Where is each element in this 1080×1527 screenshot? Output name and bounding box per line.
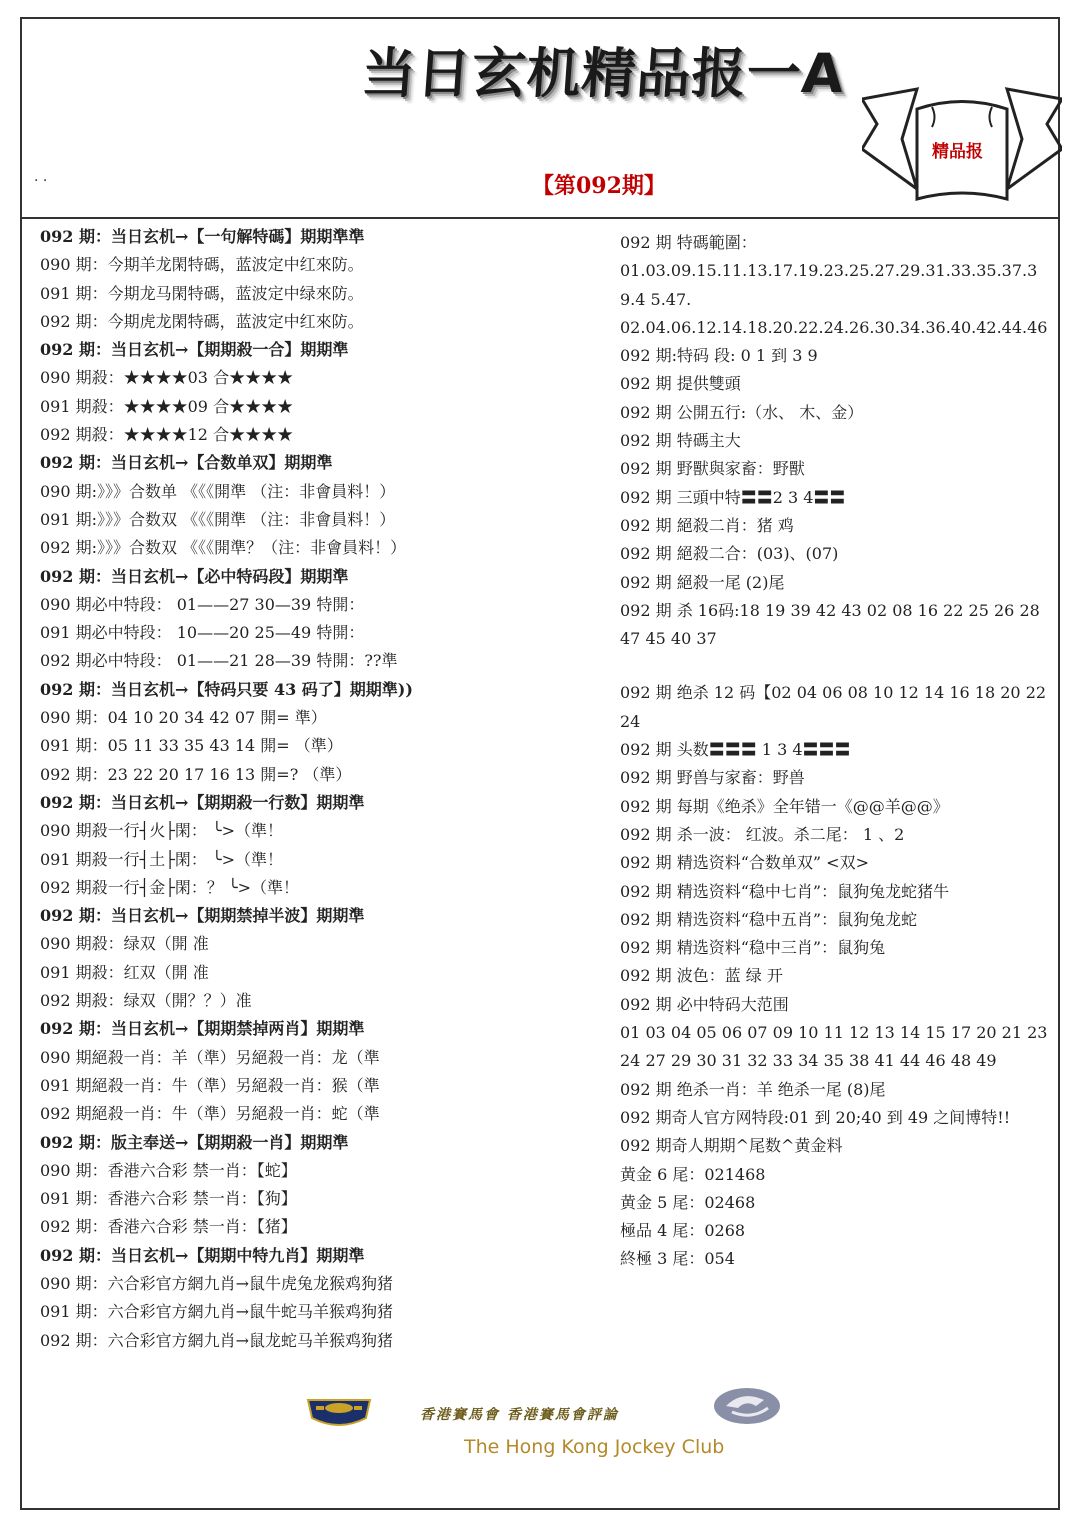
left-list-item: 091 期殺：★★★★09 合★★★★ [40, 396, 294, 416]
footer-english-text: The Hong Kong Jockey Club [464, 1436, 725, 1458]
left-list-item: 091 期：05 11 33 35 43 14 開= （準） [40, 736, 343, 756]
right-list-item: 092 期 野兽与家畜：野兽 [620, 768, 805, 788]
issue-number: 【第092期】 [532, 173, 666, 199]
right-list-item: 黄金 5 尾：02468 [620, 1192, 756, 1212]
left-list-item: 090 期必中特段： 01——27 30—39 特開： [40, 594, 365, 614]
right-list-item: 092 期 必中特码大范围 [620, 994, 789, 1014]
spacer [620, 653, 1050, 679]
left-list-item: 090 期殺：★★★★03 合★★★★ [40, 368, 294, 388]
left-list-item: 092 期:》》》合数双 《《《開準？（注：非會員料！） [40, 538, 407, 558]
right-column [620, 229, 1050, 1274]
right-list-item: 092 期 特碼主大 [620, 431, 741, 451]
right-list-item: 092 期 精选资料“稳中七肖”：鼠狗兔龙蛇猪牛 [620, 881, 950, 901]
right-list-item: 092 期 杀一波： 红波。杀二尾： 1 、2 [620, 824, 905, 844]
right-list-item: 黄金 6 尾：021468 [620, 1164, 766, 1184]
left-list-item: 091 期:》》》合数双 《《《開準 （注：非會員料！） [40, 509, 396, 529]
left-list-item: 090 期：六合彩官方網九肖→鼠牛虎兔龙猴鸡狗猪 [40, 1273, 394, 1293]
right-list-item: 092 期奇人期期^尾数^黄金料 [620, 1136, 843, 1156]
left-list-item: 090 期：04 10 20 34 42 07 開= 準） [40, 708, 327, 728]
left-list-item: 092 期：23 22 20 17 16 13 開=? （準） [40, 764, 352, 784]
section-heading: 092 期：当日玄机→【期期殺一行数】期期準 [40, 792, 365, 812]
right-list-item: 092 期 绝杀 12 码【02 04 06 08 10 12 14 16 18 20 22 24 [620, 683, 1047, 731]
section-heading: 092 期：版主奉送→【期期殺一肖】期期準 [40, 1132, 349, 1152]
left-list-item: 092 期：六合彩官方網九肖→鼠龙蛇马羊猴鸡狗猪 [40, 1330, 394, 1350]
footer [22, 1374, 1058, 1494]
left-list-item: 091 期殺一行┤土├閑： ╰>（準！ [40, 849, 284, 869]
left-list-item: 092 期殺一行┤金├閑：？ ╰>（準！ [40, 877, 300, 897]
hkjc-horse-logo-icon [712, 1386, 782, 1426]
left-list-item: 092 期必中特段： 01——21 28—39 特開：??準 [40, 651, 398, 671]
right-list-item: 092 期 絕殺一尾 (2)尾 [620, 572, 785, 592]
right-list-item: 092 期 絕殺二肖：猪 鸡 [620, 515, 794, 535]
section-heading: 092 期：当日玄机→【期期中特九肖】期期準 [40, 1245, 365, 1265]
right-list-item: 092 期 公開五行:（水、 木、金） [620, 402, 864, 422]
right-list-item: 終極 3 尾：054 [620, 1249, 735, 1269]
left-list-item: 090 期：香港六合彩 禁一肖：【蛇】 [40, 1160, 297, 1180]
header [22, 19, 1058, 219]
right-list-item: 極品 4 尾：0268 [620, 1221, 746, 1241]
left-list-item: 091 期：香港六合彩 禁一肖：【狗】 [40, 1189, 297, 1209]
left-list-item: 091 期必中特段： 10——20 25—49 特開： [40, 623, 365, 643]
page-title: 当日玄机精品报一A [359, 42, 847, 105]
left-list-item: 090 期:》》》合数单 《《《開準 （注：非會員料！） [40, 481, 396, 501]
right-list-item: 092 期 精选资料“稳中五肖”：鼠狗兔龙蛇 [620, 909, 918, 929]
right-list-item: 01 03 04 05 06 07 09 10 11 12 13 14 15 17 20 21 23 24 27 29 30 31 32 33 34 35 38 41 44 46 48 49 [620, 1023, 1048, 1071]
left-list-item: 091 期：今期龙马閑特碼，蓝波定中绿來防。 [40, 283, 364, 303]
right-list-item: 092 期 波色：蓝 绿 开 [620, 966, 783, 986]
footer-chinese-text: 香港賽馬會 香港賽馬會評論 [420, 1407, 619, 1423]
right-list-item: 092 期 提供雙頭 [620, 374, 741, 394]
page-frame [20, 17, 1060, 1510]
jockey-club-crest-icon [306, 1396, 372, 1432]
right-list-item: 092 期 三頭中特〓〓2 3 4〓〓 [620, 487, 846, 507]
right-list-item: 092 期:特码 段: 0 1 到 3 9 [620, 346, 818, 366]
left-list-item: 090 期殺：绿双（開 准 [40, 934, 209, 954]
section-heading: 092 期：当日玄机→【期期禁掉半波】期期準 [40, 906, 365, 926]
right-list-item: 092 期 杀 16码:18 19 39 42 43 02 08 16 22 25 26 28 47 45 40 37 [620, 600, 1040, 649]
left-list-item: 091 期：六合彩官方網九肖→鼠牛蛇马羊猴鸡狗猪 [40, 1302, 394, 1322]
left-list-item: 092 期：今期虎龙閑特碼，蓝波定中红來防。 [40, 311, 364, 331]
left-list-item: 092 期絕殺一肖：牛（準）另絕殺一肖：蛇（準 [40, 1104, 380, 1124]
right-list-item: 01.03.09.15.11.13.17.19.23.25.27.29.31.33.35.37.39.4 5.47. [620, 261, 1038, 309]
corner-dots: . . [34, 169, 48, 185]
right-list-item: 092 期 精选资料“合数单双” <双> [620, 853, 869, 873]
left-list-item: 090 期絕殺一肖：羊（準）另絕殺一肖：龙（準 [40, 1047, 380, 1067]
right-list-item: 092 期 特碼範圍： [620, 233, 757, 252]
section-heading: 092 期：当日玄机→【合数单双】期期準 [40, 453, 333, 473]
left-list-item: 090 期：今期羊龙閑特碼，蓝波定中红來防。 [40, 255, 364, 275]
left-column [40, 223, 510, 1355]
right-list-item: 092 期 头数〓〓〓 1 3 4〓〓〓 [620, 740, 851, 760]
right-list-item: 092 期 絕殺二合：(03)、(07) [620, 544, 839, 564]
left-list-item: 090 期殺一行┤火├閑： ╰>（準！ [40, 821, 284, 841]
right-list-item: 02.04.06.12.14.18.20.22.24.26.30.34.36.40.42.44.46 [620, 317, 1048, 337]
left-list-item: 092 期殺：绿双（開？？）准 [40, 991, 252, 1011]
left-list-item: 091 期殺：红双（開 准 [40, 962, 209, 982]
left-list-item: 092 期殺：★★★★12 合★★★★ [40, 425, 294, 445]
left-list-item: 092 期：香港六合彩 禁一肖：【猪】 [40, 1217, 297, 1237]
right-list-item: 092 期 每期《绝杀》全年错一《@@羊@@》 [620, 796, 949, 816]
section-heading: 092 期：当日玄机→【一句解特碼】期期準準 [40, 227, 365, 246]
right-list-item: 092 期 绝杀一肖：羊 绝杀一尾 (8)尾 [620, 1079, 886, 1099]
section-heading: 092 期：当日玄机→【期期禁掉两肖】期期準 [40, 1019, 365, 1039]
right-list-item: 092 期 精选资料“稳中三肖”：鼠狗兔 [620, 938, 886, 958]
right-list-item: 092 期奇人官方网特段:01 到 20;40 到 49 之间博特!! [620, 1107, 1011, 1127]
scroll-label: 精品报 [932, 142, 983, 162]
left-list-item: 091 期絕殺一肖：牛（準）另絕殺一肖：猴（準 [40, 1075, 380, 1095]
section-heading: 092 期：当日玄机→【特码只要 43 码了】期期準)) [40, 679, 413, 699]
section-heading: 092 期：当日玄机→【期期殺一合】期期準 [40, 340, 349, 360]
right-list-item: 092 期 野獸與家畜：野獸 [620, 459, 805, 479]
section-heading: 092 期：当日玄机→【必中特码段】期期準 [40, 566, 349, 586]
